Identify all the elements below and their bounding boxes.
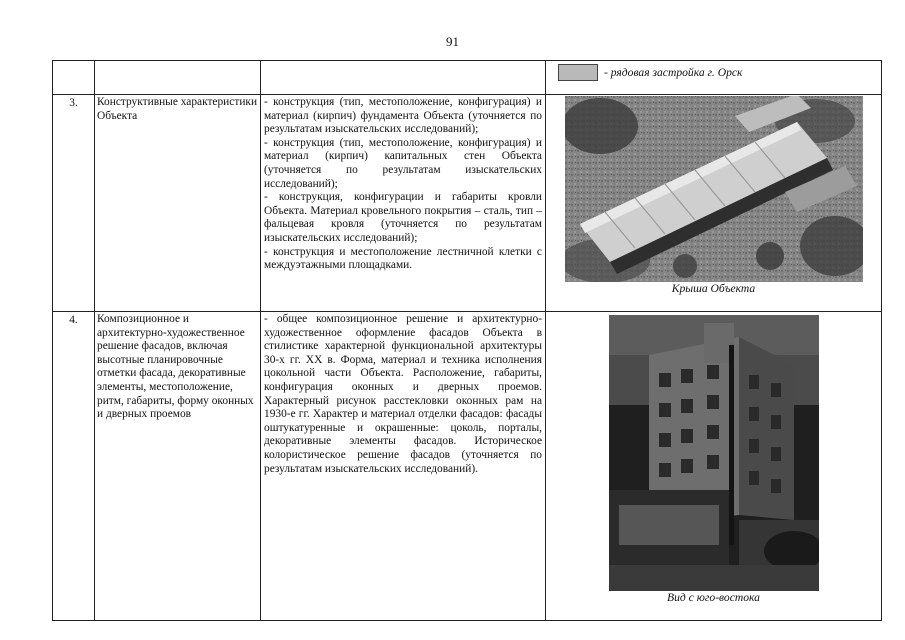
photo-cell (546, 95, 882, 312)
description-paragraph: - общее композиционное решение и архитектурно-художественное оформление фасадов Объекта в стилистике характерной функциональной архитектуры 30-х гг. XX в. Форма, материал и техника исполнения цокольной части Объекта. Расположение, габариты, конфигурация оконных и дверных проемов. Характерный рисунок расстекловки оконных рам на 1930-е гг. Характер и материал отделки фасадов: фасады оштукатуренные и окрашенные: цоколь, порталы, декоративные элементы фасадов. Историческое колористическое решение фасадов (уточняется по результатам изыскательских исследований). (264, 313, 542, 475)
description-paragraph: - конструкция (тип, местоположение, конфигурация) и материал (кирпич) капитальных стен Объекта (уточняется по результатам изыскательских исследований); (264, 136, 542, 190)
row-description (261, 95, 546, 312)
row-label: Композиционное и архитектурно-художественное решение фасадов, включая высотные планировочные отметки фасада, декоративные элементы, местоположение, ритм, габариты, форму оконных и дверных проемов (95, 312, 261, 621)
table-row (53, 95, 882, 312)
photo-caption: Крыша Объекта (671, 282, 756, 295)
legend-cell (546, 61, 882, 95)
legend (558, 64, 881, 81)
legend-swatch (558, 64, 598, 81)
row-description (261, 312, 546, 621)
photo-cell (546, 312, 882, 621)
row-number: 3. (53, 95, 95, 312)
description-paragraph: - конструкция, конфигурации и габариты кровли Объекта. Материал кровельного покрытия – сталь, тип – фальцевая кровля (уточняется по результатам изыскательских исследований); (264, 191, 542, 244)
row-number: 4. (53, 312, 95, 621)
row-label: Конструктивные характеристики Объекта (95, 95, 261, 312)
description-paragraph: - конструкция (тип, местоположение, конфигурация) и материал (кирпич) фундамента Объекта (уточняется по результатам изыскательских исследований); (264, 96, 542, 136)
empty-cell (53, 61, 95, 95)
page-number: 91 (446, 34, 459, 49)
table-row (53, 312, 882, 621)
heritage-table (52, 60, 882, 621)
legend-row (53, 61, 882, 95)
building-facade-photo (609, 315, 819, 591)
roof-aerial-photo (565, 96, 863, 282)
description-paragraph: - конструкция и местоположение лестничной клетки с междуэтажными площадками. (264, 245, 542, 272)
empty-cell (261, 61, 546, 95)
photo-caption: Вид с юго-востока (667, 591, 760, 604)
empty-cell (95, 61, 261, 95)
legend-text: - рядовая застройка г. Орск (604, 65, 743, 79)
